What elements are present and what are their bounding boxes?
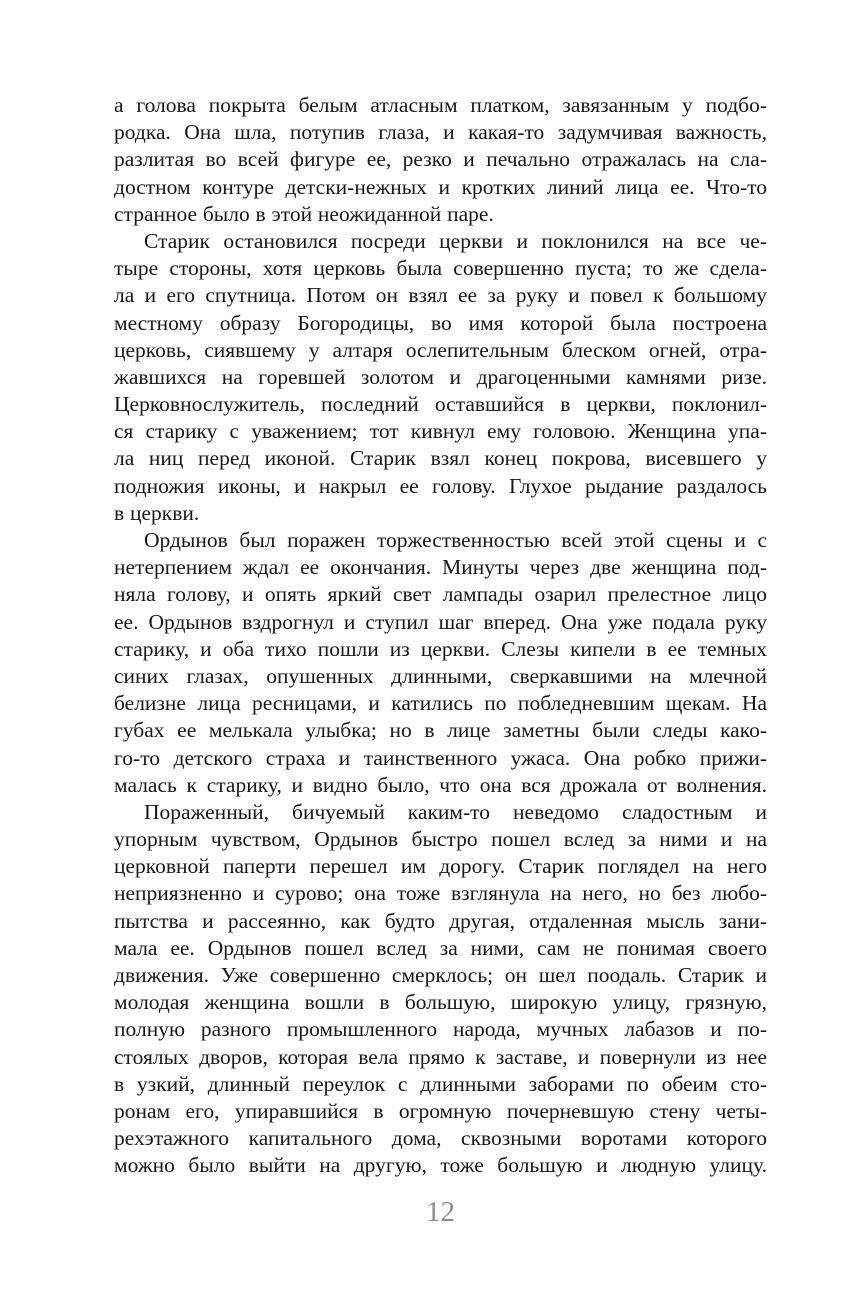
- text-line: неприязненно и сурово; она тоже взглянула на него, но без любо-: [114, 881, 767, 906]
- text-line: синих глазах, опушенных длинными, сверкавшими на млечной: [114, 663, 767, 688]
- text-line: родка. Она шла, потупив глаза, и какая-то задумчивая важность,: [114, 120, 767, 145]
- text-line: стоялых дворов, которая вела прямо к заставе, и повернули из нее: [114, 1044, 767, 1069]
- text-line: подножия иконы, и накрыл ее голову. Глухое рыдание раздалось: [114, 473, 767, 498]
- text-line: а голова покрыта белым атласным платком, завязанным у подбо-: [114, 93, 767, 117]
- text-line: пытства и рассеянно, как будто другая, отдаленная мысль зани-: [114, 908, 767, 933]
- text-line: молодая женщина вошли в большую, широкую улицу, грязную,: [114, 990, 767, 1015]
- text-line: церковь, сиявшему у алтаря ослепительным блеском огней, отра-: [114, 337, 767, 362]
- text-line: в узкий, длинный переулок с длинными заборами по обеим сто-: [114, 1071, 767, 1096]
- text-line: тыре стороны, хотя церковь была совершенно пуста; то же сдела-: [114, 256, 767, 281]
- text-line: Церковнослужитель, последний оставшийся в церкви, поклонил-: [114, 392, 767, 417]
- text-line: движения. Уже совершенно смерклось; он шел поодаль. Старик и: [114, 963, 767, 987]
- text-line: Старик остановился посреди церкви и поклонился на все че-: [144, 228, 767, 253]
- text-line: ронам его, упиравшийся в огромную почерневшую стену четы-: [114, 1098, 767, 1123]
- text-line: ла и его спутница. Потом он взял ее за руку и повел к большому: [114, 283, 767, 308]
- text-line: малась к старику, и видно было, что она вся дрожала от волнения.: [114, 772, 767, 797]
- text-line: рехэтажного капитального дома, сквозными воротами которого: [114, 1126, 767, 1151]
- page-number: 12: [426, 1196, 455, 1228]
- text-line: церковной паперти перешел им дорогу. Старик поглядел на него: [114, 854, 767, 879]
- text-line: Ордынов был поражен торжественностью всей этой сцены и с: [144, 528, 767, 552]
- text-line: достном контуре детски-нежных и кротких линий лица ее. Что-то: [114, 174, 767, 199]
- paragraph: [114, 228, 767, 527]
- text-line: губах ее мелькала улыбка; но в лице заметны были следы како-: [114, 718, 767, 743]
- text-line: нетерпением ждал ее окончания. Минуты через две женщина под-: [114, 555, 767, 580]
- text-line: ся старику с уважением; тот кивнул ему головою. Женщина упа-: [114, 419, 767, 444]
- text-line: местному образу Богородицы, во имя которой была построена: [114, 310, 767, 335]
- text-line: мала ее. Ордынов пошел вслед за ними, сам не понимая своего: [114, 935, 767, 960]
- text-line: можно было выйти на другую, тоже большую и людную улицу.: [114, 1153, 767, 1178]
- page-text-block: [114, 92, 767, 1180]
- text-line: полную разного промышленного народа, мучных лабазов и по-: [114, 1017, 767, 1042]
- text-line: Пораженный, бичуемый каким-то неведомо сладостным и: [144, 799, 767, 824]
- paragraph: [114, 92, 767, 228]
- text-line: странное было в этой неожиданной паре.: [114, 201, 494, 226]
- text-line: ла ниц перед иконой. Старик взял конец покрова, висевшего у: [114, 446, 767, 471]
- text-line: жавшихся на горевшей золотом и драгоценными камнями ризе.: [114, 364, 767, 389]
- text-line: го-то детского страха и таинственного ужаса. Она робко прижи-: [114, 745, 767, 770]
- text-line: в церкви.: [114, 500, 200, 525]
- text-line: упорным чувством, Ордынов быстро пошел вслед за ними и на: [114, 827, 767, 852]
- text-line: разлитая во всей фигуре ее, резко и печально отражалась на сла-: [114, 147, 767, 172]
- text-line: старику, и оба тихо пошли из церкви. Слезы кипели в ее темных: [114, 636, 767, 661]
- text-line: белизне лица ресницами, и катились по побледневшим щекам. На: [114, 691, 767, 716]
- text-line: ее. Ордынов вздрогнул и ступил шаг вперед. Она уже подала руку: [114, 609, 767, 634]
- paragraph: [114, 799, 767, 1180]
- paragraph: [114, 527, 767, 799]
- text-line: няла голову, и опять яркий свет лампады озарил прелестное лицо: [114, 582, 767, 607]
